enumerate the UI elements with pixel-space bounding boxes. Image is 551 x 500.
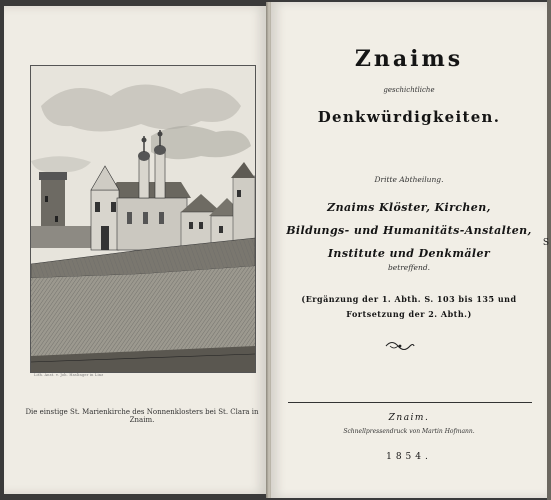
part-label: Dritte Abtheilung. (374, 175, 444, 184)
subject-lines (271, 196, 547, 265)
subtitle-geschichtliche: geschichtliche (383, 86, 435, 94)
supplement-note (271, 292, 547, 322)
publication-year: 1854. (386, 452, 432, 462)
subject-line: Znaims Klöster, Kirchen, (327, 201, 491, 214)
title-rule (288, 402, 532, 403)
next-page-letter: S (542, 238, 549, 248)
engraving-illustration (30, 65, 256, 373)
betreffend-label: betreffend. (387, 263, 431, 272)
church-landscape-engraving (31, 66, 255, 372)
printer-line: Schnellpressendruck von Martin Hofmann. (343, 428, 475, 435)
engraving-caption: Die einstige St. Marienkirche des Nonnenklosters bei St. Clara in Znaim. (25, 408, 259, 424)
subject-line: Bildungs- und Humanitäts-Anstalten, (286, 224, 532, 237)
ornament-icon (384, 338, 416, 354)
engraver-credit: Lith. Anst. v. Joh. Haslinger in Linz (34, 373, 104, 377)
note-line: (Ergänzung der 1. Abth. S. 103 bis 135 und (301, 294, 517, 304)
title-znaims: Znaims (354, 46, 464, 72)
note-line: Fortsetzung der 2. Abth.) (346, 309, 472, 319)
next-page-edge (547, 0, 551, 500)
main-title: Denkwürdigkeiten. (317, 108, 501, 126)
subject-line: Institute und Denkmäler (327, 247, 491, 260)
publication-place: Znaim. (388, 413, 430, 423)
